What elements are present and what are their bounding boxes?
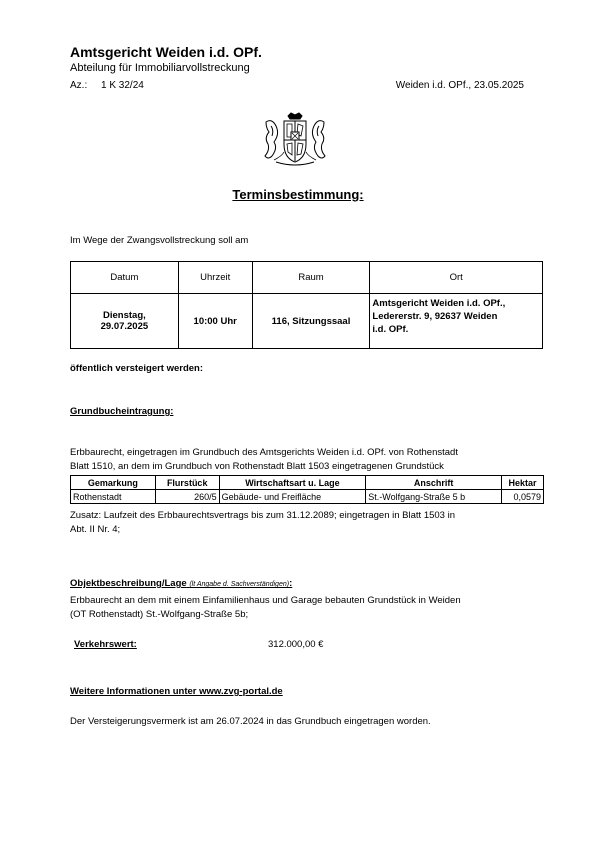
header-gemarkung: Gemarkung [71,476,156,490]
cell-ort [370,294,543,349]
header-anschrift: Anschrift [366,476,502,490]
header-flurstueck: Flurstück [155,476,219,490]
parcel-table-header [71,476,544,490]
land-register-text [70,446,540,474]
case-number: 1 K 32/24 [101,80,144,91]
ort-line-1: Amtsgericht Weiden i.d. OPf., [372,298,506,309]
bavarian-coat-of-arms-icon [262,112,328,168]
header-ort: Ort [370,262,543,294]
case-number-label: Az.: [70,80,88,91]
info-link-text: Weitere Informationen unter www.zvg-portal.de [70,686,283,697]
addendum-text [70,509,540,537]
object-description-text [70,594,540,622]
parcel-table [70,475,544,504]
appointment-row [71,294,543,349]
addendum-line-2: Abt. II Nr. 4; [70,524,121,535]
object-description-heading [70,578,292,589]
header-raum: Raum [252,262,370,294]
cell-uhrzeit: 10:00 Uhr [178,294,252,349]
appointment-table [70,261,543,349]
cell-datum [71,294,179,349]
parcel-row [71,490,544,504]
addendum-line-1: Zusatz: Laufzeit des Erbbaurechtsvertrags bis zum 31.12.2089; eingetragen in Blatt 1503 in [70,510,455,521]
header-hektar: Hektar [502,476,544,490]
market-value: 312.000,00 € [268,639,324,650]
intro-text: Im Wege der Zwangsvollstreckung soll am [70,235,249,246]
cell-hektar: 0,0579 [502,490,544,504]
cell-gemarkung: Rothenstadt [71,490,156,504]
cell-anschrift: St.-Wolfgang-Straße 5 b [366,490,502,504]
header-uhrzeit: Uhrzeit [178,262,252,294]
ort-line-3: i.d. OPf. [372,324,409,335]
cell-raum: 116, Sitzungssaal [252,294,370,349]
object-heading-text: Objektbeschreibung/Lage [70,578,187,589]
ort-line-2: Ledererstr. 9, 92637 Weiden [372,311,498,322]
market-value-label: Verkehrswert: [74,639,137,650]
page-title: Terminsbestimmung: [232,187,364,202]
datum-date: 29.07.2025 [100,321,149,332]
cell-flurstueck: 260/5 [155,490,219,504]
appointment-table-header [71,262,543,294]
department: Abteilung für Immobiliarvollstreckung [70,62,250,74]
court-name: Amtsgericht Weiden i.d. OPf. [70,44,262,60]
datum-weekday: Dienstag, [103,310,146,321]
place-date: Weiden i.d. OPf., 23.05.2025 [395,80,524,91]
land-register-heading: Grundbucheintragung: [70,406,174,417]
object-line-2: (OT Rothenstadt) St.-Wolfgang-Straße 5b; [70,609,249,620]
cell-wirtschaftsart: Gebäude- und Freifläche [219,490,366,504]
object-heading-note: (lt Angabe d. Sachverständigen) [189,581,290,588]
object-line-1: Erbbaurecht an dem mit einem Einfamilienhaus und Garage bebauten Grundstück in Weiden [70,595,461,606]
land-register-line-1: Erbbaurecht, eingetragen im Grundbuch des Amtsgerichts Weiden i.d. OPf. von Rothenstadt [70,447,458,458]
land-register-line-2: Blatt 1510, an dem im Grundbuch von Rothenstadt Blatt 1503 eingetragenen Grundstück [70,461,444,472]
header-datum: Datum [71,262,179,294]
auction-note: Der Versteigerungsvermerk ist am 26.07.2024 in das Grundbuch eingetragen worden. [70,716,431,727]
auction-statement: öffentlich versteigert werden: [70,363,204,374]
object-heading-suffix: : [289,578,293,589]
header-wirtschaftsart: Wirtschaftsart u. Lage [219,476,366,490]
